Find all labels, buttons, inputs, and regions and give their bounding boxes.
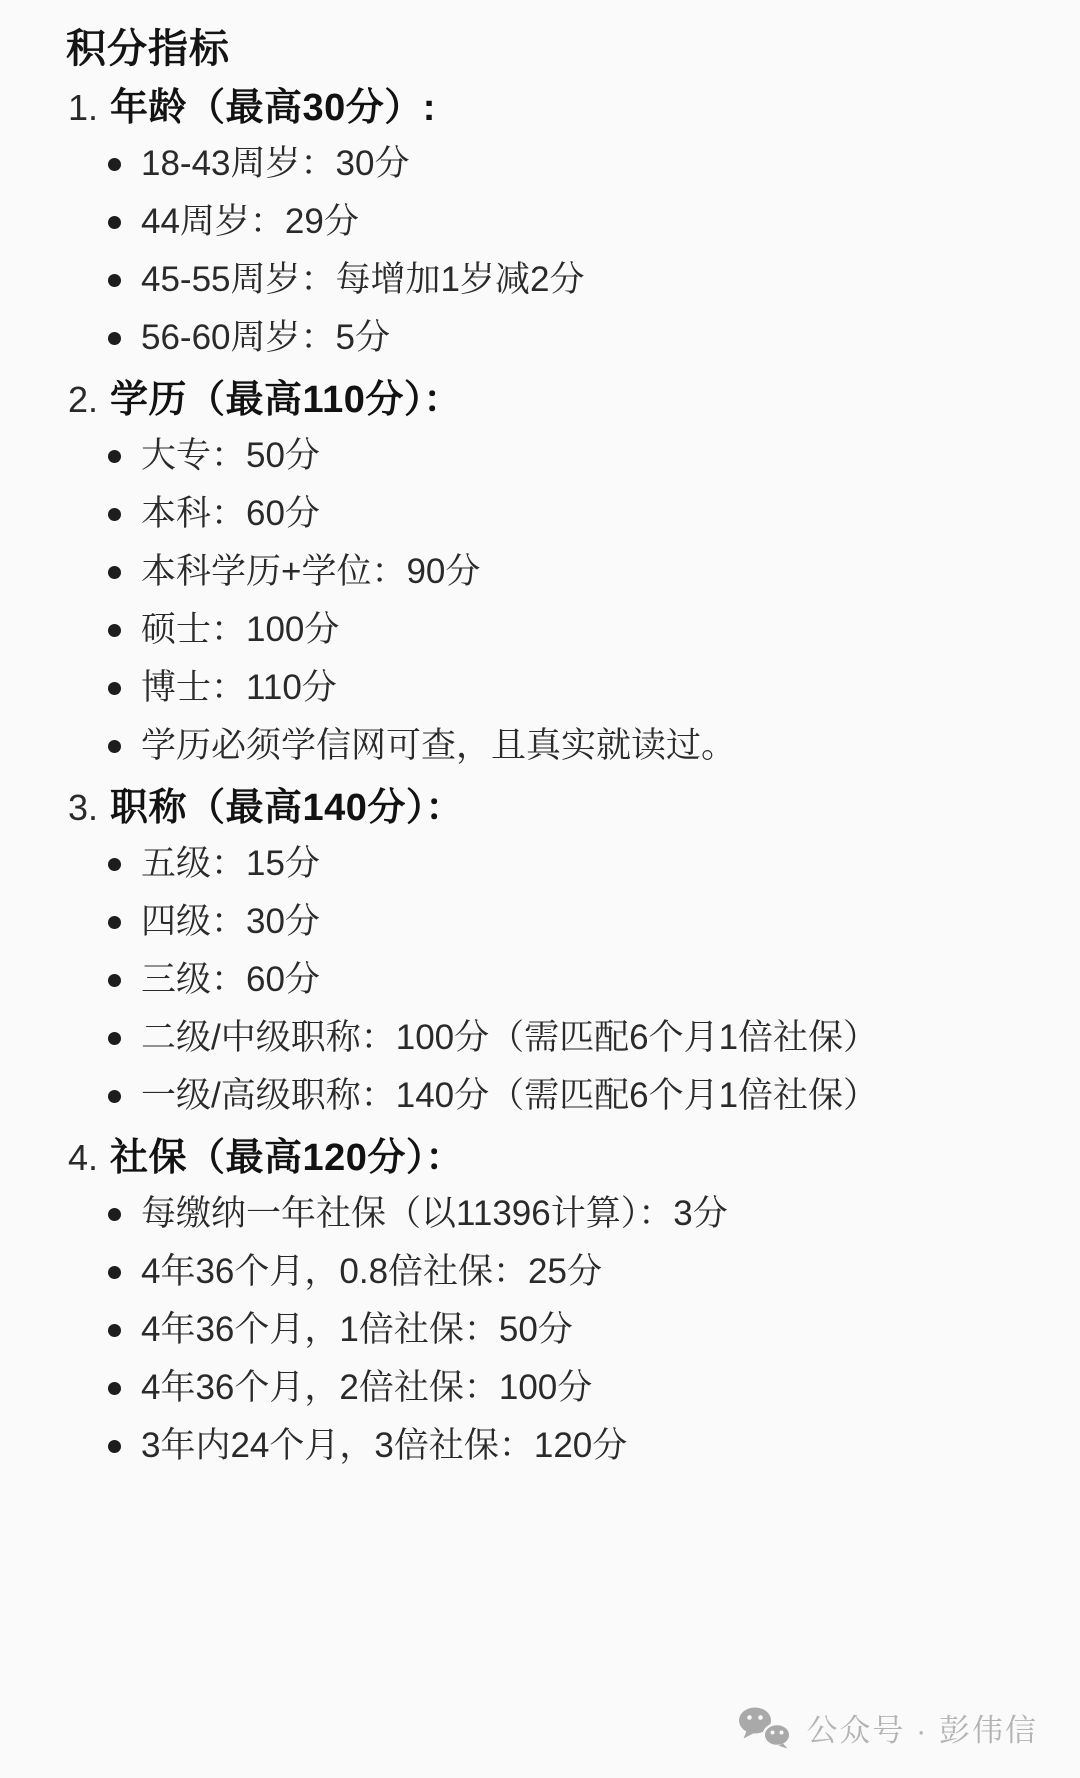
list-item-text: 44周岁：29分 [141,202,359,241]
list-item [108,612,1024,648]
bullet-icon [108,1090,121,1103]
section-title: 年龄（最高30分）: [110,87,436,129]
section-number: 2. [68,379,99,420]
section-heading [68,86,1024,130]
list-item-text: 四级：30分 [141,902,320,941]
list-item-text: 45-55周岁：每增加1岁减2分 [141,260,585,299]
section-heading [68,1136,1024,1180]
document [60,26,1038,1748]
list-item-text: 4年36个月，0.8倍社保：25分 [141,1252,602,1291]
list-item-text: 3年内24个月，3倍社保：120分 [141,1426,628,1465]
list-item [108,438,1024,474]
list-item [108,146,1024,182]
bullet-icon [108,1440,121,1453]
list-item [108,670,1024,706]
list-item [108,962,1024,998]
bullet-list [60,146,1024,356]
bullet-icon [108,1266,121,1279]
bullet-icon [108,216,121,229]
bullet-list [60,1196,1024,1464]
list-item-text: 博士：110分 [141,668,337,707]
bullet-icon [108,508,121,521]
list-item-text: 18-43周岁：30分 [141,144,410,183]
section-heading [68,786,1024,830]
list-item [108,1370,1024,1406]
section-social-insurance [60,1136,1024,1464]
list-item-text: 每缴纳一年社保（以11396计算）：3分 [141,1194,728,1233]
bullet-icon [108,682,121,695]
list-item [108,262,1024,298]
watermark-text: 公众号 · 彭伟信 [806,1713,1038,1748]
list-item [108,1254,1024,1290]
list-item [108,496,1024,532]
bullet-icon [108,1382,121,1395]
list-item-text: 本科学历+学位：90分 [141,552,481,591]
bullet-icon [108,274,121,287]
section-number: 1. [68,87,99,128]
list-item [108,1078,1024,1114]
bullet-icon [108,158,121,171]
section-heading [68,378,1024,422]
bullet-icon [108,740,121,753]
bullet-icon [108,1032,121,1045]
section-number: 3. [68,787,99,828]
section-title: 职称（最高140分）： [110,787,464,829]
bullet-icon [108,974,121,987]
list-item-text: 学历必须学信网可查，且真实就读过。 [141,726,737,765]
list-item [108,1196,1024,1232]
list-item [108,1020,1024,1056]
bullet-icon [108,916,121,929]
watermark [738,1705,1038,1750]
list-item-text: 一级/高级职称：140分（需匹配6个月1倍社保） [141,1076,879,1115]
bullet-icon [108,1208,121,1221]
section-number: 4. [68,1137,99,1178]
list-item-text: 大专：50分 [141,436,320,475]
list-item [108,204,1024,240]
list-item [108,1312,1024,1348]
wechat-icon [738,1707,792,1749]
list-item [108,1428,1024,1464]
list-item-text: 4年36个月，2倍社保：100分 [141,1368,593,1407]
bullet-icon [108,1324,121,1337]
list-item [108,846,1024,882]
section-education [60,378,1024,764]
page-title: 积分指标 [66,27,230,71]
list-item-text: 二级/中级职称：100分（需匹配6个月1倍社保） [141,1018,879,1057]
bullet-icon [108,566,121,579]
section-age [60,86,1024,356]
list-item [108,320,1024,356]
bullet-list [60,846,1024,1114]
list-item [108,904,1024,940]
section-professional-title [60,786,1024,1114]
bullet-icon [108,624,121,637]
list-item-text: 五级：15分 [141,844,320,883]
bullet-icon [108,450,121,463]
list-item-text: 三级：60分 [141,960,320,999]
list-item [108,728,1024,764]
list-item-text: 本科：60分 [141,494,320,533]
bullet-icon [108,858,121,871]
bullet-list [60,438,1024,764]
section-title: 学历（最高110分）： [110,379,462,421]
list-item-text: 56-60周岁：5分 [141,318,390,357]
list-item-text: 4年36个月，1倍社保：50分 [141,1310,573,1349]
list-item-text: 硕士：100分 [141,610,340,649]
section-title: 社保（最高120分）： [110,1137,464,1179]
list-item [108,554,1024,590]
bullet-icon [108,332,121,345]
